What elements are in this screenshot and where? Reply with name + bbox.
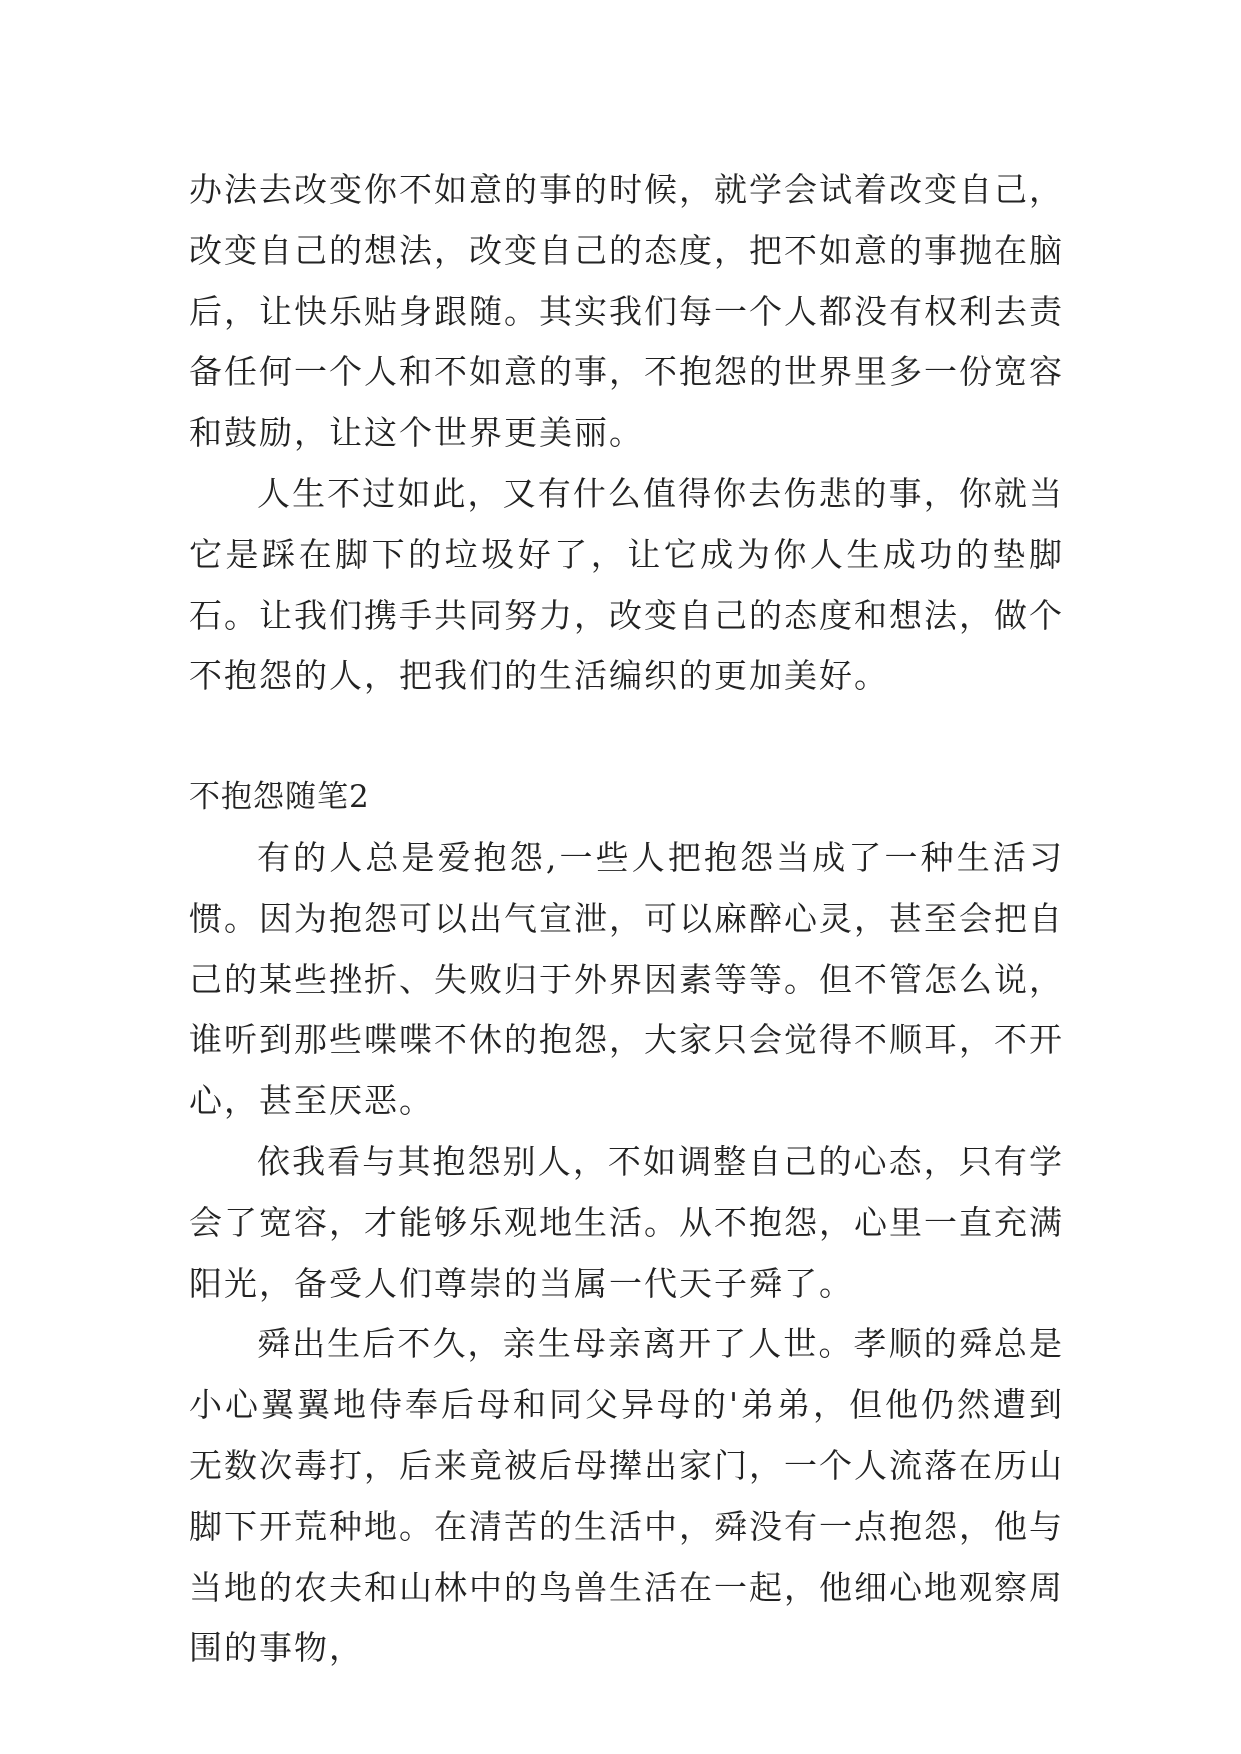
document-body — [189, 160, 1064, 1679]
paragraph-continued: 办法去改变你不如意的事的时候，就学会试着改变自己，改变自己的想法，改变自己的态度，把不如意的事抛在脑后，让快乐贴身跟随。其实我们每一个人都没有权利去责备任何一个人和不如意的事，不抱怨的世界里多一份宽容和鼓励，让这个世界更美丽。 — [189, 170, 1064, 453]
paragraph: 舜出生后不久，亲生母亲离开了人世。孝顺的舜总是小心翼翼地侍奉后母和同父异母的'弟弟，但他仍然遭到无数次毒打，后来竟被后母撵出家门，一个人流落在历山脚下开荒种地。在清苦的生活中，舜没有一点抱怨，他与当地的农夫和山林中的鸟兽生活在一起，他细心地观察周围的事物， — [189, 1324, 1064, 1668]
paragraph: 有的人总是爱抱怨,一些人把抱怨当成了一种生活习惯。因为抱怨可以出气宣泄，可以麻醉心灵，甚至会把自己的某些挫折、失败归于外界因素等等。但不管怎么说，谁听到那些喋喋不休的抱怨，大家只会觉得不顺耳，不开心，甚至厌恶。 — [189, 837, 1064, 1121]
paragraph: 人生不过如此，又有什么值得你去伤悲的事，你就当它是踩在脚下的垃圾好了，让它成为你人生成功的垫脚石。让我们携手共同努力，改变自己的态度和想法，做个不抱怨的人，把我们的生活编织的更加美好。 — [189, 473, 1064, 696]
section-title: 不抱怨随笔2 — [189, 779, 370, 816]
paragraph: 依我看与其抱怨别人，不如调整自己的心态，只有学会了宽容，才能够乐观地生活。从不抱怨，心里一直充满阳光，备受人们尊崇的当属一代天子舜了。 — [189, 1141, 1064, 1303]
